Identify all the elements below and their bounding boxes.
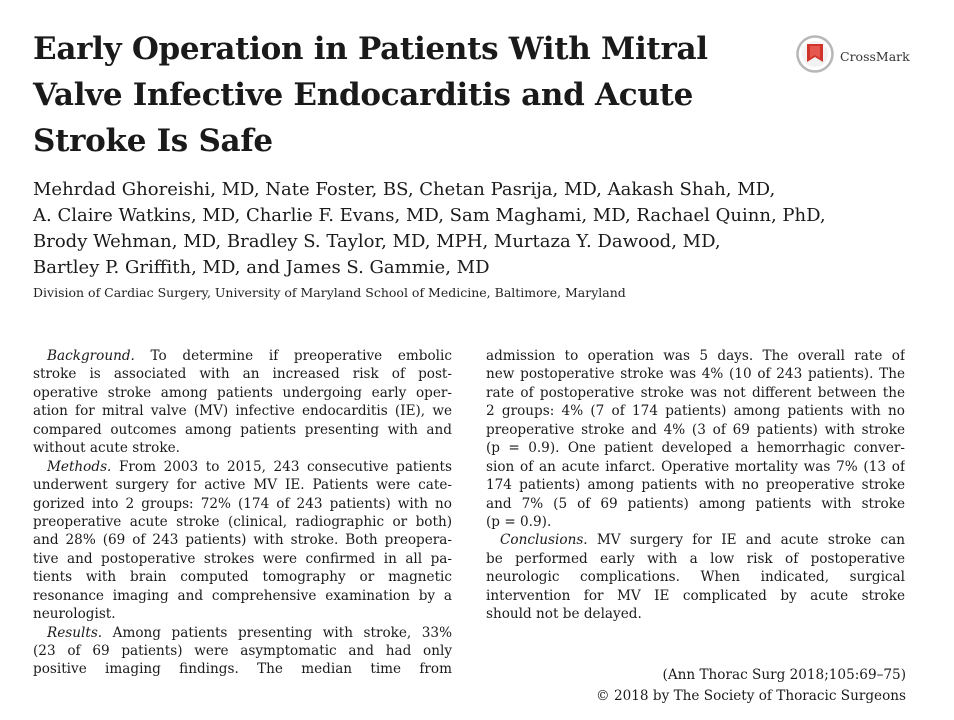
abstract-text: intervention for MV IE complicated by acute stroke	[486, 587, 905, 604]
abstract-line	[486, 347, 905, 365]
title-line: Valve Infective Endocarditis and Acute	[33, 77, 694, 113]
abstract-text: (p = 0.9). One patient developed a hemorrhagic conver-	[486, 440, 905, 457]
abstract-line	[33, 531, 452, 549]
abstract-text: neurologist.	[33, 606, 116, 623]
abstract-text: without acute stroke.	[33, 440, 180, 457]
abstract-text: (23 of 69 patients) were asymptomatic and had only	[33, 643, 452, 659]
section-heading: Background.	[47, 348, 135, 364]
title-line: Early Operation in Patients With Mitral	[33, 31, 708, 67]
abstract-line	[33, 642, 452, 660]
abstract-line	[486, 605, 905, 623]
author-line: Mehrdad Ghoreishi, MD, Nate Foster, BS, Chetan Pasrija, MD, Aakash Shah, MD,	[33, 179, 776, 200]
abstract-line	[33, 402, 452, 420]
abstract-section-start	[486, 531, 905, 549]
abstract-text: admission to operation was 5 days. The overall rate of	[486, 348, 905, 364]
abstract-text: new postoperative stroke was 4% (10 of 243 patients). The	[486, 366, 905, 383]
abstract-line	[33, 421, 452, 439]
abstract-line	[33, 605, 452, 623]
abstract-line	[486, 402, 905, 420]
abstract-line	[486, 476, 905, 494]
crossmark-label: CrossMark	[840, 48, 910, 64]
citation-block	[596, 665, 906, 707]
article-title	[33, 26, 753, 164]
abstract-line	[33, 660, 452, 678]
journal-citation: (Ann Thorac Surg 2018;105:69–75)	[662, 667, 906, 683]
crossmark-icon	[796, 35, 834, 78]
abstract-line	[486, 587, 905, 605]
author-list	[33, 177, 913, 281]
section-heading: Conclusions.	[500, 532, 588, 549]
title-line: Stroke Is Safe	[33, 123, 273, 159]
abstract-line	[486, 458, 905, 476]
abstract-text: Among patients presenting with stroke, 33%	[102, 624, 452, 641]
section-heading: Methods.	[47, 458, 112, 475]
abstract-text: ation for mitral valve (MV) infective endocarditis (IE), we	[33, 403, 452, 420]
abstract-text: operative stroke among patients undergoing early oper-	[33, 384, 452, 401]
abstract-text: From 2003 to 2015, 243 consecutive patients	[111, 458, 452, 475]
abstract-text: neurologic complications. When indicated, surgical	[486, 569, 905, 586]
abstract-line	[33, 568, 452, 586]
abstract-text: stroke is associated with an increased risk of post-	[33, 366, 452, 383]
abstract-text: tients with brain computed tomography or magnetic	[33, 569, 452, 586]
abstract-text: MV surgery for IE and acute stroke can	[587, 532, 905, 549]
copyright-notice: © 2018 by The Society of Thoracic Surgeons	[596, 688, 906, 704]
abstract-text: gorized into 2 groups: 72% (174 of 243 patients) with no	[33, 495, 452, 512]
abstract-line	[486, 550, 905, 568]
abstract-line	[486, 513, 905, 531]
section-heading: Results.	[47, 624, 103, 641]
abstract-text: 174 patients) among patients with no preoperative stroke	[486, 477, 905, 494]
author-line: A. Claire Watkins, MD, Charlie F. Evans, MD, Sam Maghami, MD, Rachael Quinn, PhD,	[33, 205, 826, 226]
abstract-right-column	[486, 347, 905, 624]
crossmark-badge[interactable]	[796, 36, 916, 76]
abstract-line	[33, 384, 452, 402]
abstract-line	[33, 513, 452, 531]
abstract-section-start	[33, 458, 452, 476]
abstract-section-start	[33, 347, 452, 365]
abstract-line	[486, 421, 905, 439]
abstract-text: To determine if preoperative embolic	[134, 348, 452, 364]
abstract-text: underwent surgery for active MV IE. Patients were cate-	[33, 477, 452, 494]
abstract-line	[486, 568, 905, 586]
abstract-text: preoperative acute stroke (clinical, radiographic or both)	[33, 513, 452, 530]
abstract-text: should not be delayed.	[486, 606, 642, 623]
abstract-text: and 7% (5 of 69 patients) among patients with stroke	[486, 495, 905, 512]
affiliation: Division of Cardiac Surgery, University of Maryland School of Medicine, Baltimore, Maryland	[33, 285, 626, 300]
abstract-line	[33, 587, 452, 605]
abstract-line	[33, 365, 452, 383]
author-line: Brody Wehman, MD, Bradley S. Taylor, MD, MPH, Murtaza Y. Dawood, MD,	[33, 231, 721, 252]
abstract-line	[486, 384, 905, 402]
abstract-left-column	[33, 347, 452, 679]
abstract-text: 2 groups: 4% (7 of 174 patients) among patients with no	[486, 403, 905, 420]
abstract-line	[486, 365, 905, 383]
abstract-line	[33, 439, 452, 457]
abstract-text: tive and postoperative strokes were confirmed in all pa-	[33, 550, 452, 567]
abstract-text: rate of postoperative stroke was not different between the	[486, 384, 905, 401]
abstract-line	[33, 550, 452, 568]
abstract-text: (p = 0.9).	[486, 513, 552, 530]
abstract-text: preoperative stroke and 4% (3 of 69 patients) with stroke	[486, 421, 905, 438]
abstract-line	[33, 476, 452, 494]
abstract-section-start	[33, 624, 452, 642]
abstract-text: positive imaging findings. The median time from	[33, 661, 452, 678]
abstract-text: compared outcomes among patients presenting with and	[33, 421, 452, 438]
abstract-text: and 28% (69 of 243 patients) with stroke. Both preopera-	[33, 532, 452, 549]
abstract-text: be performed early with a low risk of postoperative	[486, 550, 905, 567]
abstract-text: resonance imaging and comprehensive examination by a	[33, 587, 452, 604]
abstract-line	[486, 495, 905, 513]
abstract-line	[33, 495, 452, 513]
abstract-line	[486, 439, 905, 457]
author-line: Bartley P. Griffith, MD, and James S. Gammie, MD	[33, 257, 490, 278]
abstract-text: sion of an acute infarct. Operative mortality was 7% (13 of	[486, 458, 905, 475]
